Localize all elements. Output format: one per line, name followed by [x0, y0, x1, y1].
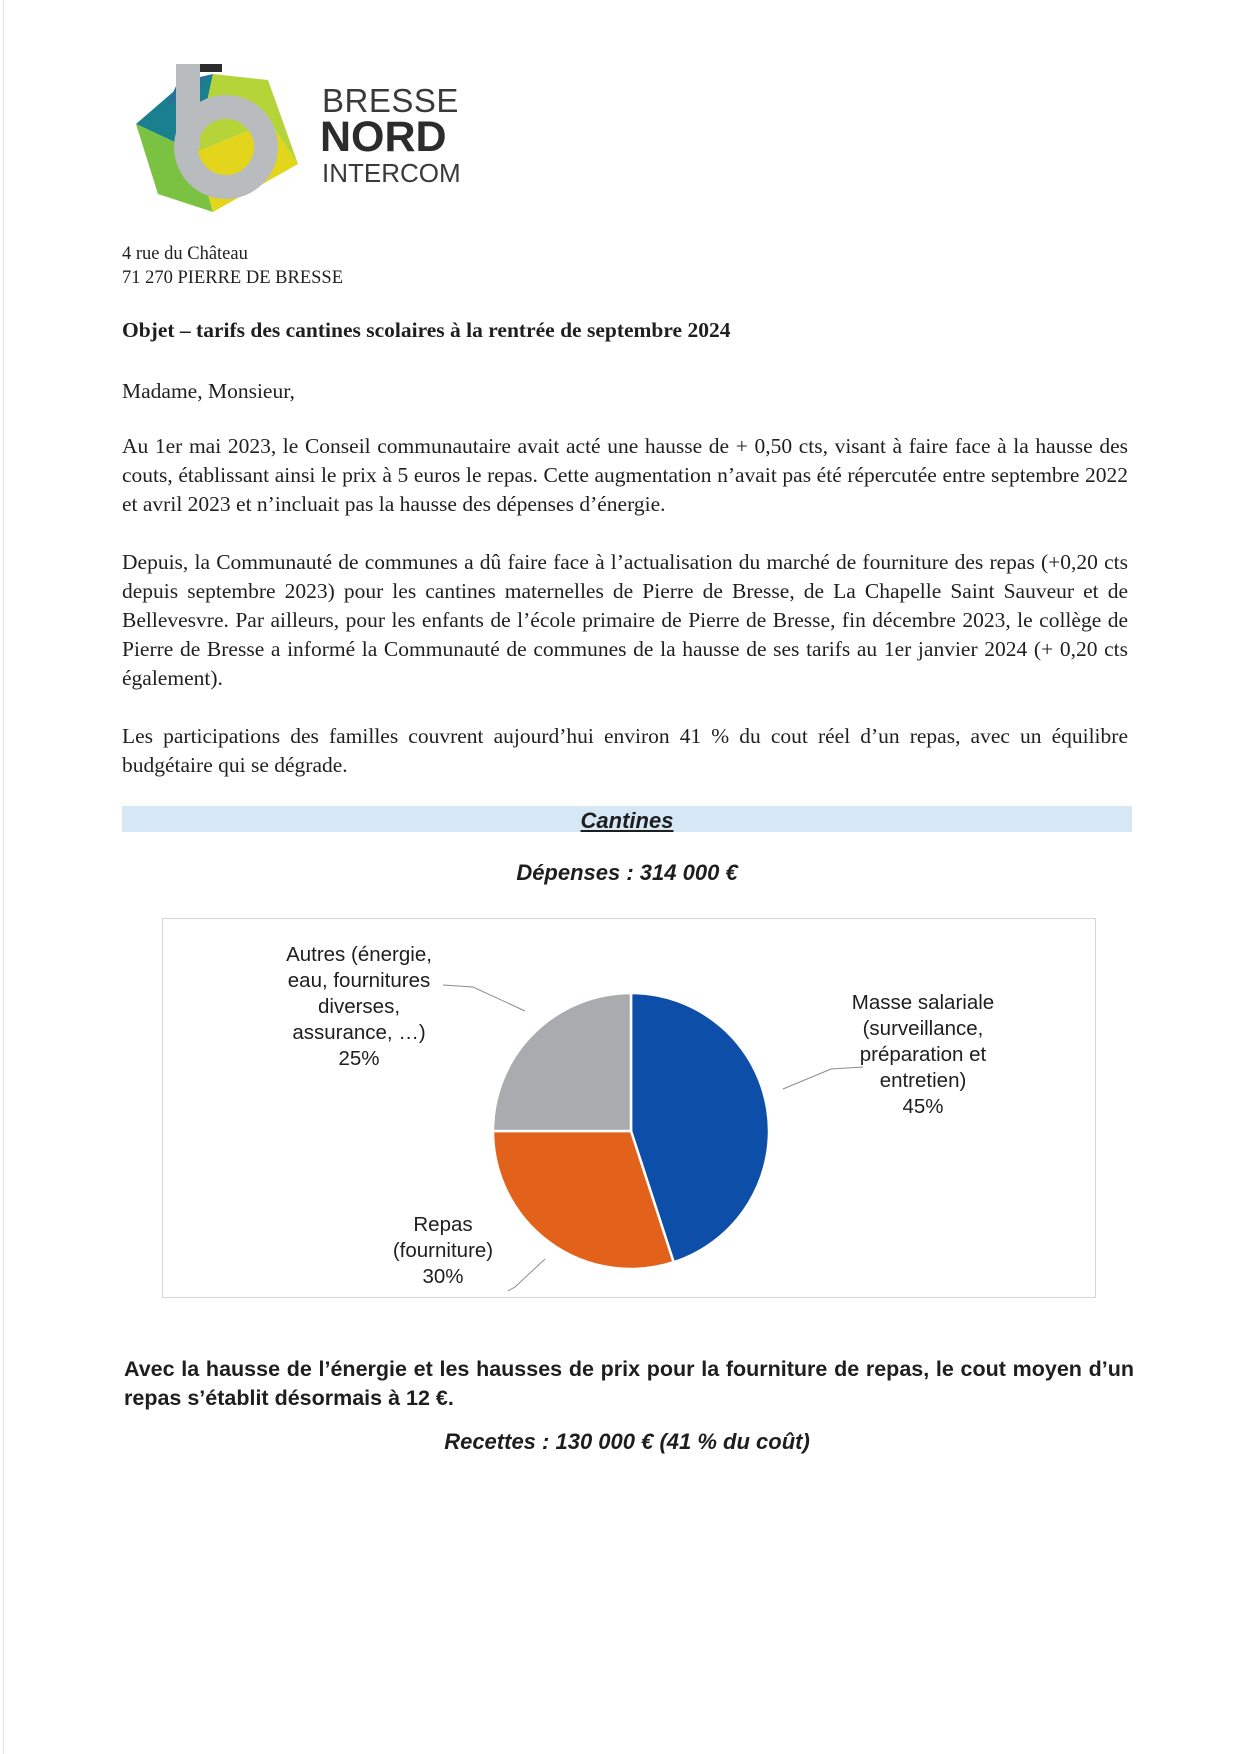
logo-flag	[200, 64, 222, 72]
page-edge	[3, 0, 4, 1754]
pie-leader-line-repas	[508, 1259, 545, 1291]
pie-chart-svg	[163, 919, 1095, 1297]
paragraph-2: Depuis, la Communauté de communes a dû faire face à l’actualisation du marché de fourniture des repas (+0,20 cts depuis septembre 2023) pour les cantines maternelles de Pierre de Bresse, de La Chapelle Saint Sauveur et de Bellevesvre. Par ailleurs, pour les enfants de l’école primaire de Pierre de Bresse, fin décembre 2023, le collège de Pierre de Bresse a informé la Communauté de communes de la hausse de ses tarifs au 1er janvier 2024 (+ 0,20 cts également).	[122, 550, 1128, 690]
conclusion-paragraph: Avec la hausse de l’énergie et les hausses de prix pour la fourniture de repas, le cout moyen d’un repas s’établit désormais à 12 €.	[124, 1357, 1134, 1410]
pie-label-autres	[286, 943, 432, 1070]
subject-line: Objet – tarifs des cantines scolaires à la rentrée de septembre 2024	[122, 318, 731, 342]
logo-text-nord: NORD	[320, 113, 447, 161]
address-line-2: 71 270 PIERRE DE BRESSE	[122, 268, 343, 288]
pie-label-line: préparation et	[859, 1043, 987, 1066]
pie-label-line: Repas	[413, 1213, 473, 1236]
logo-mark-icon	[118, 52, 338, 222]
depenses-heading: Dépenses : 314 000 €	[516, 860, 738, 885]
pie-label-line: (surveillance,	[862, 1017, 984, 1040]
pie-label-line: diverses,	[317, 995, 401, 1018]
recettes-heading: Recettes : 130 000 € (41 % du coût)	[444, 1429, 810, 1454]
paragraph-1: Au 1er mai 2023, le Conseil communautaire avait acté une hausse de + 0,50 cts, visant à faire face à la hausse des couts, établissant ainsi le prix à 5 euros le repas. Cette augmentation n’avait pas été répercutée entre septembre 2022 et avril 2023 et n’incluait pas la hausse des dépenses d’énergie.	[122, 434, 1128, 516]
logo-text-intercom: INTERCOM	[322, 158, 461, 188]
pie-leader-line-masse-salariale	[783, 1067, 863, 1089]
paragraph-3: Les participations des familles couvrent aujourd’hui environ 41 % du cout réel d’un repas, avec un équilibre budgétaire qui se dégrade.	[122, 724, 1128, 777]
pie-label-masse-salariale	[852, 991, 994, 1118]
pie-label-line: 45%	[902, 1095, 944, 1118]
address-line-1: 4 rue du Château	[122, 244, 248, 264]
pie-label-line: (fourniture)	[392, 1239, 494, 1262]
logo-text-bresse: BRESSE	[322, 82, 459, 119]
pie-label-line: 25%	[338, 1047, 380, 1070]
salutation: Madame, Monsieur,	[122, 379, 295, 403]
pie-label-line: assurance, …)	[292, 1021, 426, 1044]
pie-label-line: eau, fournitures	[287, 969, 431, 992]
pie-label-line: entretien)	[879, 1069, 967, 1092]
pie-label-repas	[393, 1213, 493, 1288]
pie-slice-autres	[493, 993, 631, 1131]
pie-label-line: 30%	[422, 1265, 464, 1288]
pie-chart	[162, 918, 1096, 1298]
logo-stem	[176, 64, 200, 148]
pie-label-line: Masse salariale	[851, 991, 995, 1014]
pie-label-line: Autres (énergie,	[286, 943, 432, 966]
pie-leader-line-autres	[443, 985, 525, 1011]
section-title: Cantines	[580, 808, 674, 833]
